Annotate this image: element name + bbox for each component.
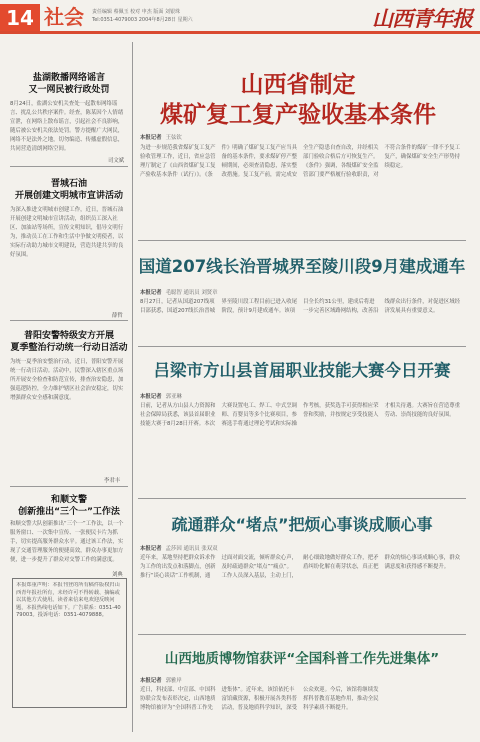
section-title: 社会: [44, 5, 84, 29]
lead-body: 为进一步规范我省煤矿复工复产验收管理工作，近日，省应急管理厅制定了《山西省煤矿复工复产验收基本条件（试行）》。《条件》明确了煤矿复工复产应当具备的基本条件，要求煤矿停产整顿期间，必须查清隐患，落实整改措施。复工复产前，需完成安全生产隐患自查自改，并经相关部门验收合格后方可恢复生产。《条件》强调，各级煤矿安全监管部门要严格履行验收职责，对不符合条件的煤矿一律不予复工复产，确保煤矿安全生产形势持续稳定。: [140, 145, 460, 178]
masthead-meta-1: 责任编辑 蔡佩玉 校对 申杰 版面 刘银珠: [92, 9, 180, 15]
page-number: 14: [0, 4, 40, 32]
left-article-3-signature: 李君丰: [104, 478, 121, 484]
story3-divider: [138, 498, 466, 499]
lead-byline-label: 本报记者: [140, 135, 162, 141]
story5-headline: 山西地质博物馆获评“全国科普工作先进集体”: [164, 651, 440, 667]
notice-box: [12, 578, 127, 708]
lead-divider: [138, 240, 466, 241]
story5-byline-label: 本报记者: [140, 678, 162, 684]
left-article-4-body: 和顺交警大队创新推出“三个一”工作法，以一个服务窗口、一次集中宣传、一张便民卡片为抓手，切实提高服务群众水平。通过该工作法，实现了交通管理服务的便捷高效，群众办事更加方便，进一步提升了群众对交警工作的满意度。: [10, 521, 124, 563]
left-divider-3: [10, 486, 128, 487]
notice-text: 本报郑重声明：本报刊登的所有稿件版权归山西青年报社所有，未经许可不得转载、摘编或以其他方式使用。读者来信来电欢迎反映问题，本报热线电话如下。广告联系：0351-4079003。投诉电话：0351-4079888。: [16, 582, 121, 619]
masthead: [0, 0, 480, 40]
left-column-divider: [132, 42, 133, 732]
story3-body: 日前，记者从方山县人力资源和社会保障局获悉，该县首届职业技能大赛于8月28日开赛。本次大赛设置电工、焊工、中式烹调师、育婴员等多个比赛项目，参赛选手将通过理论考试和实际操作考核，获奖选手可获得相应荣誉和奖励，并按规定享受技能人才相关待遇。大赛旨在营造尊重劳动、崇尚技能的良好氛围。: [140, 403, 460, 427]
left-article-3-body: 为统一夏季治安整治行动，近日，普阳安警开展统一行动日活动。活动中，民警深入辖区重点场所开展安全检查和防范宣传，排查治安隐患，加强巡逻防控，全力维护辖区社会治安稳定，切实增强群众安全感和满意度。: [10, 359, 124, 401]
left-article-1-signature: 司文斌: [108, 158, 125, 164]
left-article-3-title: 普阳安警特级安方开展 夏季整治行动统一行动日活动: [10, 331, 128, 353]
story3-headline: 吕梁市方山县首届职业技能大赛今日开赛: [153, 361, 451, 380]
paper-logo: 山西青年报: [372, 6, 472, 31]
story2-byline-label: 本报记者: [140, 290, 162, 296]
left-article-1-title: 盐湖散播网络谣言 又一网民被行政处罚: [28, 73, 110, 95]
left-article-2-signature: 薛哲: [112, 313, 123, 319]
story5-body: 近日，科技部、中宣部、中国科协联合发布表彰决定，山西地质博物馆被评为“全国科普工作先进集体”。近年来，该馆依托丰富馆藏资源，积极开展各类科普活动，普及地质科学知识，深受公众欢迎。今后，该馆将继续发挥科普教育基地作用，推动全民科学素质不断提升。: [140, 687, 379, 711]
story2-body: 8月27日，记者从国道207线项目部获悉，国道207线长治晋城界至陵川段工程目前已进入收尾阶段，预计9月建成通车。该项目全长约31公里，建成后将进一步完善区域路网结构，改善沿线群众出行条件，对促进区域经济发展具有重要意义。: [140, 299, 460, 314]
story4-byline-name: 孟莎因 通讯员 张双双: [165, 546, 218, 552]
left-divider-1: [10, 166, 128, 167]
story5-byline-name: 郭雅岸: [165, 678, 182, 684]
story4-headline: 疏通群众“堵点”把烦心事谈成顺心事: [171, 515, 433, 534]
story3-byline-label: 本报记者: [140, 394, 162, 400]
story2-byline: [140, 288, 218, 296]
story3-byline: [140, 392, 182, 400]
story3-byline-name: 郭亚琳: [165, 394, 182, 400]
lead-byline-name: 王弦钦: [165, 135, 182, 141]
left-article-4-signature: 刘典: [112, 572, 123, 578]
lead-byline: [140, 133, 182, 141]
left-article-4-title: 和顺文警 创新推出“三个一”工作法: [18, 495, 120, 517]
lead-headline: 山西省制定 煤矿复工复产验收基本条件: [160, 71, 436, 128]
masthead-rule: [0, 31, 480, 34]
story2-byline-name: 毛聪智 通讯员 刘贤章: [165, 290, 218, 296]
left-article-2-title: 晋城石油 开展创建文明城市宣讲活动: [14, 179, 123, 201]
story2-headline: 国道207线长治晋城界至陵川段9月建成通车: [138, 257, 466, 276]
story5-byline: [140, 676, 182, 684]
story4-byline-label: 本报记者: [140, 546, 162, 552]
left-article-2-body: 为深入推进文明城市创建工作，近日，晋城石油开展创建文明城市宣讲活动，组织员工深入社区、加油站等场所，宣传文明知识，倡导文明行为，推动员工在工作和生活中争做文明使者，以实际行动助力城市文明建设，营造共建共享的良好氛围。: [10, 207, 124, 258]
story4-body: 近年来，某地坚持把群众诉求作为工作的出发点和落脚点，创新推行“谈心谈话”工作机制，通过面对面交流，倾听群众心声，及时疏通群众“堵点”“痛点”。工作人员深入基层，主动上门，耐心细致地做好群众工作，把矛盾纠纷化解在萌芽状态，真正把群众的烦心事谈成顺心事，群众满意度和获得感不断提升。: [140, 555, 460, 579]
masthead-meta-2: Tel:0351-4079003 2004年8月28日 星期六: [92, 17, 193, 23]
left-divider-2: [10, 320, 128, 321]
story4-byline: [140, 544, 218, 552]
story2-divider: [138, 346, 466, 347]
left-article-1-body: 8月24日，盐湖公安机关查处一起散布网络谣言、扰乱公共秩序案件。经查，陈某因个人情绪宣泄，在网络上散布谣言，引起社会不良影响，随后被公安机关依法处罚。警方提醒广大网民，网络不是法外之地，切勿编造、传播虚假信息，共同营造清朗网络空间。: [10, 101, 124, 152]
story4-divider: [138, 634, 466, 635]
